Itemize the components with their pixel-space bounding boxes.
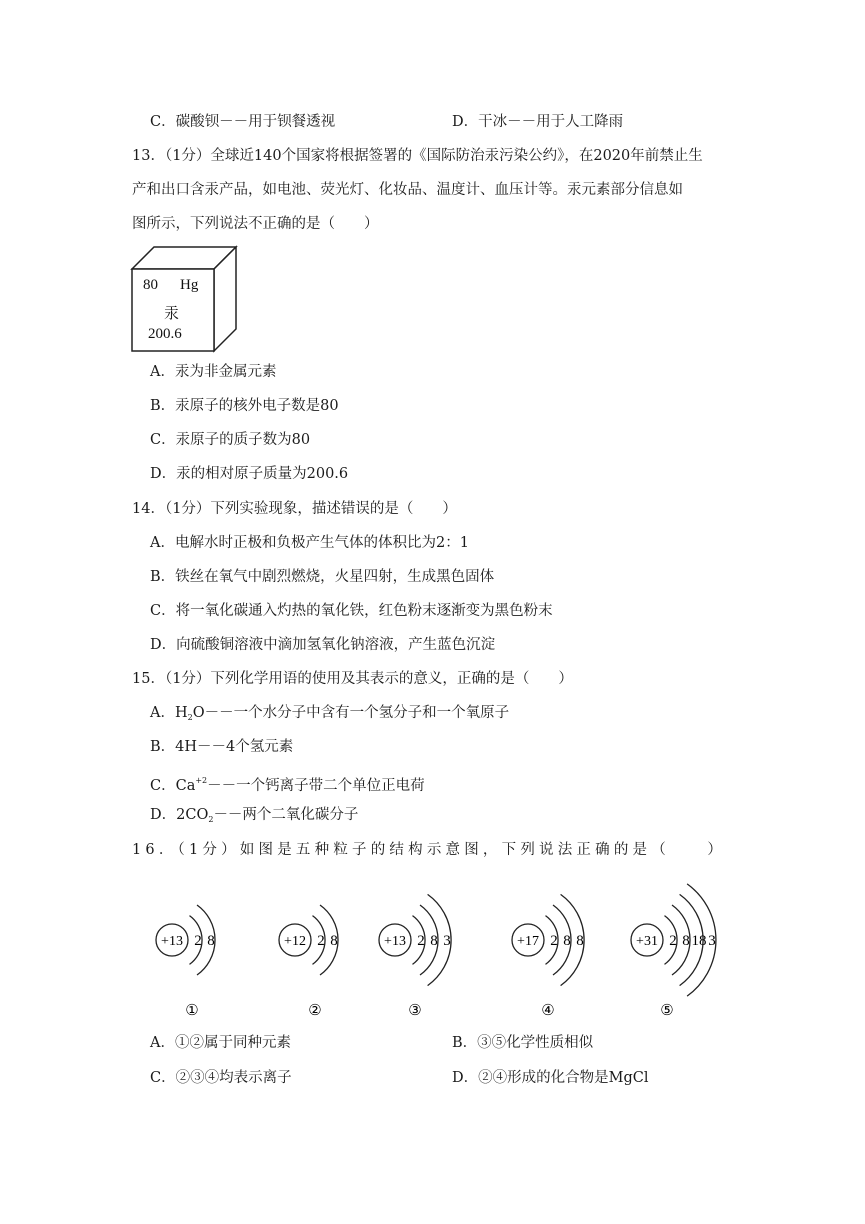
q14-option-c: C．将一氧化碳通入灼热的氧化铁，红色粉末逐渐变为黑色粉末 <box>150 603 553 619</box>
q15-d-formula: D．2CO <box>150 807 209 823</box>
q14-stem: 14．（1分）下列实验现象，描述错误的是（ ） <box>132 501 457 517</box>
q13-option-c: C．汞原子的质子数为80 <box>150 432 311 448</box>
q13-option-b: B．汞原子的核外电子数是80 <box>150 398 339 414</box>
electron-count: 2 <box>194 933 202 949</box>
particle-label: ⑤ <box>660 1003 674 1019</box>
electron-count: 8 <box>330 933 338 949</box>
electron-count: 8 <box>563 933 571 949</box>
atomic-number: 80 <box>143 277 158 293</box>
electron-count: 8 <box>682 933 690 949</box>
electron-count: 8 <box>207 933 215 949</box>
q15-c-superscript: +2 <box>195 776 208 785</box>
electron-count: 18 <box>691 933 707 949</box>
element-cube-drawing <box>130 245 238 353</box>
q15-option-a <box>150 703 509 728</box>
q15-option-d <box>150 805 358 830</box>
electron-count: 2 <box>550 933 558 949</box>
electron-count: 2 <box>669 933 677 949</box>
electron-count: 2 <box>417 933 425 949</box>
nucleus-charge: +31 <box>636 934 658 949</box>
q12-option-c: C．碳酸钡－－用于钡餐透视 <box>150 114 336 130</box>
q15-c-text: －－一个钙离子带二个单位正电荷 <box>207 778 425 794</box>
element-symbol: Hg <box>180 277 199 293</box>
nucleus-charge: +13 <box>161 934 183 949</box>
q16-option-c: C．②③④均表示离子 <box>150 1070 292 1086</box>
q15-d-subscript: 2 <box>208 815 214 824</box>
q15-option-b: B．4H－－4个氢元素 <box>150 739 294 755</box>
particle-label: ② <box>308 1003 322 1019</box>
electron-count: 8 <box>576 933 584 949</box>
nucleus-charge: +12 <box>284 934 306 949</box>
q16-option-b: B．③⑤化学性质相似 <box>452 1035 594 1051</box>
q12-option-d: D．干冰－－用于人工降雨 <box>452 114 624 130</box>
q15-d-text: －－两个二氧化碳分子 <box>213 807 359 823</box>
particle-diagram-5 <box>615 868 785 1024</box>
nucleus-charge: +13 <box>384 934 406 949</box>
q15-stem: 15．（1分）下列化学用语的使用及其表示的意义，正确的是（ ） <box>132 671 573 687</box>
q15-option-c <box>150 771 425 796</box>
particle-label: ① <box>185 1003 199 1019</box>
q13-stem-line-2: 产和出口含汞产品，如电池、荧光灯、化妆品、温度计、血压计等。汞元素部分信息如 <box>132 182 683 198</box>
q13-stem-line-1: 13．（1分）全球近140个国家将根据签署的《国际防治汞污染公约》，在2020年前禁止生 <box>132 148 703 164</box>
q15-c-formula: C．Ca <box>150 778 196 794</box>
element-name: 汞 <box>164 306 180 322</box>
particle-label: ③ <box>408 1003 422 1019</box>
q13-option-a: A．汞为非金属元素 <box>150 364 277 380</box>
q15-a-text: O－－一个水分子中含有一个氢分子和一个氧原子 <box>192 705 510 721</box>
atomic-mass: 200.6 <box>148 326 182 342</box>
q13-option-d: D．汞的相对原子质量为200.6 <box>150 466 349 482</box>
q14-option-d: D．向硫酸铜溶液中滴加氢氧化钠溶液，产生蓝色沉淀 <box>150 637 496 653</box>
q16-option-d: D．②④形成的化合物是MgCl <box>452 1070 649 1086</box>
q13-stem-line-3: 图所示，下列说法不正确的是（ ） <box>132 216 379 232</box>
q15-a-subscript: 2 <box>187 713 193 722</box>
particle-label: ④ <box>541 1003 555 1019</box>
q15-a-formula: A．H <box>150 705 188 721</box>
nucleus-charge: +17 <box>517 934 539 949</box>
electron-count: 3 <box>708 933 716 949</box>
mercury-element-card <box>130 245 238 353</box>
q14-option-b: B．铁丝在氧气中剧烈燃烧，火星四射，生成黑色固体 <box>150 569 495 585</box>
q16-stem: 16．（1分）如图是五种粒子的结构示意图，下列说法正确的是（ ） <box>132 842 727 858</box>
electron-count: 2 <box>317 933 325 949</box>
q16-option-a: A．①②属于同种元素 <box>150 1035 291 1051</box>
q14-option-a: A．电解水时正极和负极产生气体的体积比为2：1 <box>150 535 469 551</box>
electron-count: 3 <box>443 933 451 949</box>
electron-count: 8 <box>430 933 438 949</box>
